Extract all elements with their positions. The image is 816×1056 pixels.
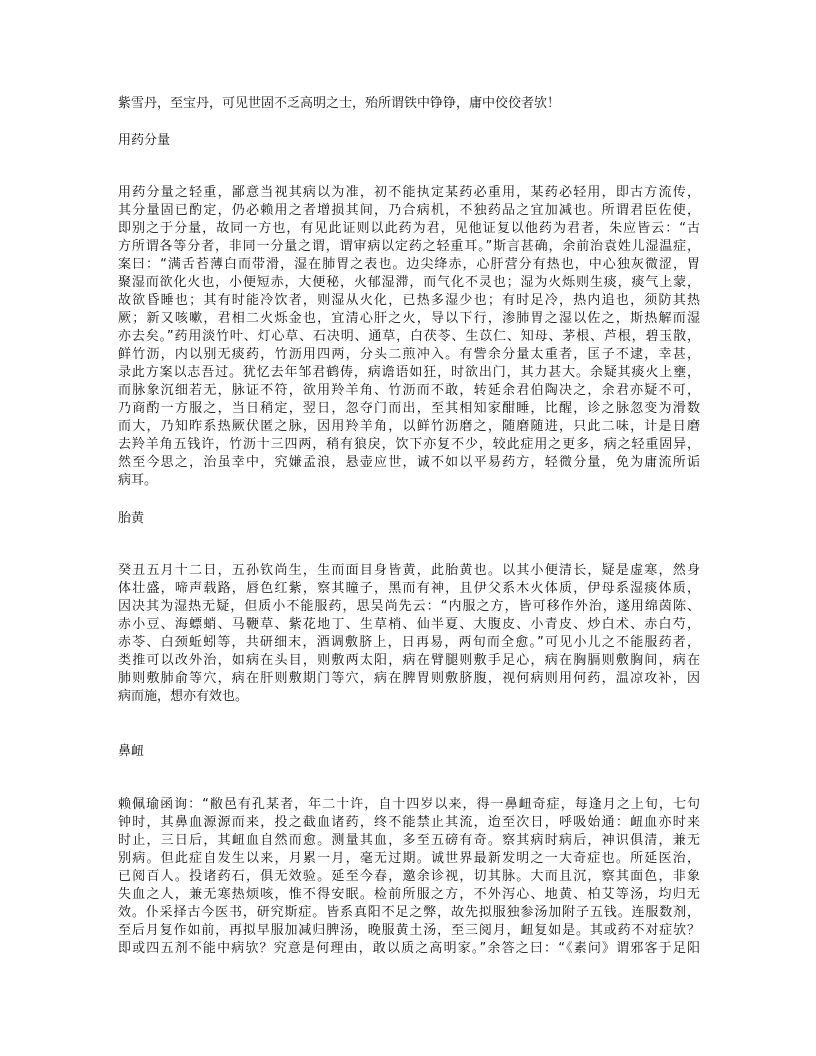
text-line: 肺则敷肺俞等穴，病在肝则敷期门等穴，病在脾胃则敷脐腹，视何病则用何药，温凉攻补，因: [118, 671, 700, 686]
intro-line-block: [118, 95, 700, 113]
text-line: 鲜竹沥，内以别无痰药，竹沥用四两，分头二煎冲入。有訾余分量太重者，匡子不逮，幸甚，: [118, 347, 700, 362]
text-line: 病耳。: [118, 473, 158, 488]
paragraph-neonatal-jaundice: [118, 562, 700, 706]
text-line: 而大，乃知昨系热厥伏匿之脉，因用羚羊角，以鲜竹沥磨之，随磨随进，只此二味，计是日磨: [118, 419, 700, 434]
text-line: 去羚羊角五钱许，竹沥十三四两，稍有狼戾，饮下亦复不少，较此症用之更多，病之轻重固异，: [118, 437, 700, 452]
section-heading: 用药分量: [118, 133, 171, 148]
text-line: 赤苓、白颈蚯蚓等，共研细末，酒调敷脐上，日再易，两旬而全愈。”可见小儿之不能服药者，: [118, 635, 700, 650]
text-line: 钟时，其鼻血源源而来，投之截血诸药，终不能禁止其流，迨至次日，呼吸始通：衄血亦时来: [118, 815, 700, 830]
text-line: 失血之人，兼无寒热烦咳，惟不得安眠。检前所服之方，不外泻心、地黄、柏艾等汤，均归无: [118, 887, 700, 902]
text-line: 厥；新又咳嗽，君相二火烁金也，宜清心肝之火，导以下行，渗肺胃之湿以佐之，斯热解而湿: [118, 311, 700, 326]
section-heading-neonatal-jaundice: [118, 510, 700, 528]
text-line: 方所谓各等分者，非同一分量之谓，谓审病以定药之轻重耳。”斯言甚确，余前治袁姓儿湿温症，: [118, 239, 700, 254]
text-line: 体壮盛，啼声载路，唇色红紫，察其瞳子，黑而有神，且伊父系木火体质，伊母系湿痰体质，: [118, 581, 700, 596]
text-line: 至后月复作如前，再拟早服加减归脾汤，晚服黄土汤，至三阅月，衄复如是。其或药不对症欤？: [118, 923, 700, 938]
section-heading-epistaxis: [118, 743, 700, 761]
text-line: 用药分量之轻重，鄙意当视其病以为准，初不能执定某药必重用，某药必轻用，即古方流传，: [118, 185, 700, 200]
text-line: 别病。但此症自发生以来，月累一月，毫无过期。诚世界最新发明之一大奇症也。所延医治，: [118, 851, 700, 866]
text-line: 时止，三日后，其衄血自然而愈。测量其血，多至五磅有奇。察其病时病后，神识俱清，兼无: [118, 833, 700, 848]
text-line: 其分量固已酌定，仍必赖用之者增损其间，乃合病机，不独药品之宜加减也。所谓君臣佐使，: [118, 203, 700, 218]
text-line: 类推可以改外治，如病在头目，则敷两太阳，病在臂腿则敷手足心，病在胸膈则敷胸间，病在: [118, 653, 700, 668]
text-line: 即或四五剂不能中病欤？究意是何理由，敢以质之高明家。”余答之曰：“《素问》谓邪客于足阳: [118, 941, 700, 956]
section-heading: 胎黄: [118, 511, 145, 526]
text-line: 故欲昏睡也；其有时能冷饮者，则湿从火化，已热多湿少也；有时足冷，热内追也，须防其热: [118, 293, 700, 308]
text-line: 乃商酌一方服之，当日稍定，翌日，忽夺门而出，至其相知家酣睡，比醒，诊之脉忽变为滑数: [118, 401, 700, 416]
text-line: 聚湿而欲化火也，小便短赤，大便秘，火郁湿滞，而气化不灵也；湿为火烁则生痰，痰气上蒙，: [118, 275, 700, 290]
text-line: 已阅百人。投诸药石，俱无效验。延至今春，邀余诊视，切其脉。大而且沉，察其面色，非象: [118, 869, 700, 884]
section-heading-dosage: [118, 132, 700, 150]
paragraph-dosage: [118, 184, 700, 490]
text-line: 赤小豆、海螵蛸、马鞭草、紫花地丁、生草梢、仙半夏、大腹皮、小青皮、炒白术、赤白芍，: [118, 617, 700, 632]
section-heading: 鼻衄: [118, 744, 145, 759]
text-line: 癸丑五月十二日，五孙钦尚生，生而面目身皆黄，此胎黄也。以其小便清长，疑是虚寒，然身: [118, 563, 700, 578]
intro-line: 紫雪丹，至宝丹，可见世固不乏高明之士，殆所谓铁中铮铮，庸中佼佼者欤！: [118, 96, 561, 111]
text-line: 病而施，想亦有效也。: [118, 689, 249, 704]
text-line: 因决其为湿热无疑，但质小不能服药，思吴尚先云：“内服之方，皆可移作外治，遂用绵茵陈、: [118, 599, 700, 614]
text-line: 赖佩瑜函询：“敝邑有孔某者，年二十许，自十四岁以来，得一鼻衄奇症，每逢月之上旬，七句: [118, 797, 700, 812]
text-line: 即别之于分量，故同一方也，有见此证则以此药为君，见他证复以他药为君者，朱应皆云：“古: [118, 221, 700, 236]
text-line: 亦去矣。”药用淡竹叶、灯心草、石决明、通草，白茯苓、生苡仁、知母、茅根、芦根，碧玉散，: [118, 329, 700, 344]
paragraph-epistaxis: [118, 796, 700, 958]
text-line: 案曰：“满舌苔薄白而带滑，湿在肺胃之表也。边尖绛赤，心肝营分有热也，中心独灰微涩，胃: [118, 257, 700, 272]
text-line: 效。仆采择古今医书，研究斯症。皆系真阳不足之弊，故先拟服独参汤加附子五钱。连服数剂，: [118, 905, 700, 920]
text-line: 而脉象沉细若无，脉证不符，欲用羚羊角、竹沥而不敢，转延余君伯陶决之，余君亦疑不可，: [118, 383, 700, 398]
text-line: 录此方案以志吾过。犹忆去年邹君鹤俦，病谵语如狂，时欲出门，其力甚大。余疑其痰火上壅，: [118, 365, 700, 380]
text-line: 然至今思之，治虽幸中，究嫌孟浪，悬壶应世，诚不如以平易药方，轻微分量，免为庸流所诟: [118, 455, 700, 470]
